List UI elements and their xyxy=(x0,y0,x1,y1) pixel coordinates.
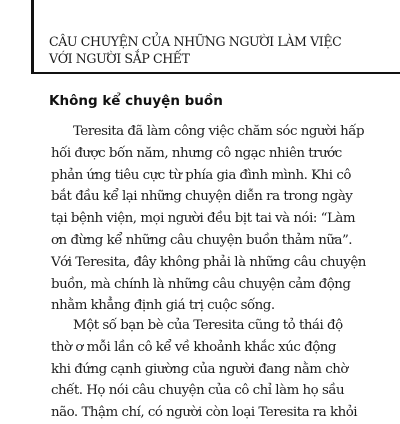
text-line: Teresita đã làm công việc chăm sóc người hấp xyxy=(73,124,365,139)
text-line: bắt đầu kể lại những chuyện diễn ra trong ngày xyxy=(51,189,353,205)
text-line: phản ứng tiêu cực từ phía gia đình mình. Khi cô xyxy=(51,167,351,183)
running-header-line: CÂU CHUYỆN CỦA NHỮNG NGƯỜI LÀM VIỆC xyxy=(49,34,342,49)
text-line: tại bệnh viện, mọi người đều bịt tai và nói: “Làm xyxy=(51,211,356,227)
header-rule-vertical xyxy=(31,0,34,73)
text-line: buồn, mà chính là những câu chuyện cảm động xyxy=(51,276,351,292)
running-header-line: VỚI NGƯỜI SẮP CHẾT xyxy=(49,51,190,66)
text-line: khi đứng cạnh giường của người đang nằm chờ xyxy=(51,361,348,377)
header-rule-horizontal xyxy=(31,72,400,74)
text-line: nhằm khẳng định giá trị cuộc sống. xyxy=(51,298,275,314)
text-line: Với Teresita, đây không phải là những câu chuyện xyxy=(51,254,366,270)
text-line: thờ ơ mỗi lần cô kể về khoảnh khắc xúc động xyxy=(51,339,336,355)
section-heading: Không kể chuyện buồn xyxy=(49,93,223,109)
text-line: hối được bốn năm, nhưng cô ngạc nhiên trước xyxy=(51,145,342,161)
text-line: não. Thậm chí, có người còn loại Teresita ra khỏi xyxy=(51,405,358,421)
text-line: ơn đừng kể những câu chuyện buồn thảm nữa”. xyxy=(51,232,353,248)
text-line: Một số bạn bè của Teresita cũng tỏ thái độ xyxy=(73,318,343,333)
text-line: chết. Họ nói câu chuyện của cô chỉ làm họ sầu xyxy=(51,383,345,399)
body-paragraph xyxy=(51,315,400,424)
running-header xyxy=(49,33,394,67)
body-paragraph xyxy=(51,121,400,317)
